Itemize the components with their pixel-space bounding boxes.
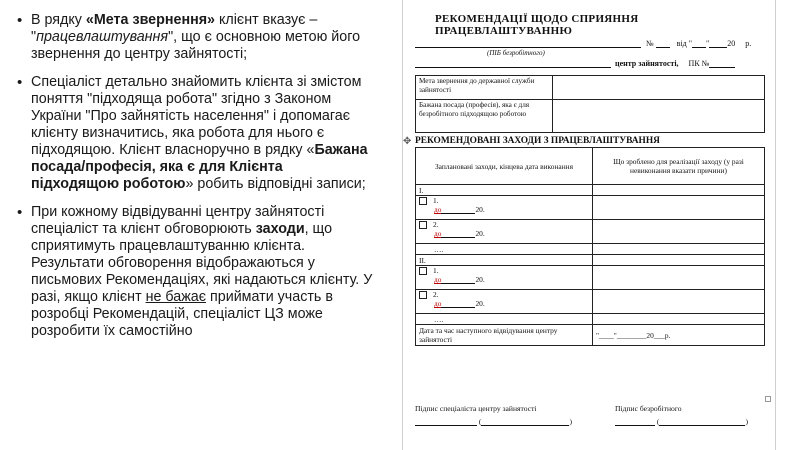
table-cell <box>593 244 765 255</box>
paren: ( <box>656 417 660 426</box>
day-field[interactable] <box>692 38 706 48</box>
year-label: 20 <box>475 229 483 239</box>
table-row <box>416 100 765 133</box>
bullet-list <box>14 12 374 351</box>
deadline-field[interactable] <box>441 300 475 308</box>
table-row <box>416 76 765 100</box>
centre-label: центр зайнятості, <box>615 59 679 68</box>
ellipsis-cell <box>416 314 593 325</box>
table-row <box>416 148 765 185</box>
bullet-item-purpose <box>14 12 374 63</box>
desired-job-value[interactable] <box>553 100 765 133</box>
pk-label: ПК № <box>688 59 710 68</box>
purpose-label: Мета звернення до державної служби зайнятості <box>416 76 553 100</box>
year-label: 20 <box>475 205 483 215</box>
item-number: 1. <box>433 266 439 275</box>
year-suffix: р. <box>745 39 752 48</box>
purpose-value[interactable] <box>553 76 765 100</box>
item-number: 1. <box>433 196 439 205</box>
form-title: РЕКОМЕНДАЦІЇ ЩОДО СПРИЯННЯ ПРАЦЕВЛАШТУВАННЮ <box>435 13 639 37</box>
table-row <box>416 255 765 266</box>
column-header-planned: Заплановані заходи, кінцева дата виконання <box>416 148 593 185</box>
item-number: 2. <box>433 220 439 229</box>
table-row <box>416 266 765 290</box>
checkbox[interactable] <box>419 267 427 275</box>
table-row <box>416 314 765 325</box>
number-label: № <box>646 39 654 48</box>
paren: ( <box>478 417 482 426</box>
measure-cell: 1. до 20. <box>416 266 593 290</box>
text: В рядку <box>31 12 86 28</box>
result-cell[interactable] <box>593 266 765 290</box>
checkbox[interactable] <box>419 291 427 299</box>
date-label: від " <box>676 39 692 48</box>
paren: ) <box>569 417 572 426</box>
checkbox[interactable] <box>419 197 427 205</box>
unemployed-signature-line <box>615 416 748 426</box>
ellipsis-cell <box>416 244 593 255</box>
measure-cell: 1. до 20. <box>416 196 593 220</box>
specialist-signature-field[interactable] <box>415 416 477 426</box>
bullet-item-measures <box>14 204 374 340</box>
item-number: 2. <box>433 290 439 299</box>
pk-field[interactable] <box>709 58 735 68</box>
text: ", що є основною метою його звернення до центру зайнятості; <box>31 29 361 62</box>
year-label: 20 <box>475 299 483 309</box>
text: При кожному відвідуванні центру зайнятості спеціаліст та клієнт обговорюють <box>31 204 325 237</box>
text: Спеціаліст детально знайомить клієнта зі змістом поняття "підходяща робота" згідно з Законом України "Про зайнятість населення" і допомагає клієнту визначитись, яка робота для нього є підходящою. Клієнт власноручно в рядку « <box>31 74 362 158</box>
ellipsis: …. <box>434 244 444 254</box>
number-field[interactable] <box>656 38 670 48</box>
text-bold: «Мета звернення» <box>85 12 216 28</box>
month-field[interactable] <box>709 38 727 48</box>
text-underlined: не бажає <box>145 289 207 305</box>
table-cell <box>593 185 765 196</box>
measure-cell: 2. до 20. <box>416 220 593 244</box>
table-cell <box>593 255 765 266</box>
deadline-field[interactable] <box>441 276 475 284</box>
text: » робить відповідні записи; <box>185 176 366 192</box>
table-row <box>416 196 765 220</box>
ellipsis: …. <box>434 314 444 324</box>
desired-job-label: Бажана посада (професія), яка є для безробітного підходящою роботою <box>416 100 553 133</box>
deadline-label: до <box>434 229 442 239</box>
deadline-label: до <box>434 299 442 309</box>
text: , що сприятимуть працевлаштуванню клієнта. Результати обговорення відображаються у письмових Рекомендаціях, які надаються клієнту. У разі, якщо клієнт <box>31 221 373 305</box>
section-title: РЕКОМЕНДОВАНІ ЗАХОДИ З ПРАЦЕВЛАШТУВАННЯ <box>415 136 660 146</box>
recommendation-form <box>402 0 776 450</box>
centre-field[interactable] <box>415 58 611 68</box>
measures-table <box>415 147 765 346</box>
unemployed-signature-field[interactable] <box>615 416 655 426</box>
table-row <box>416 325 765 346</box>
table-cell <box>593 314 765 325</box>
table-row <box>416 244 765 255</box>
checkbox[interactable] <box>419 221 427 229</box>
unemployed-signature-label: Підпис безробітного <box>615 404 682 413</box>
pib-caption: (ПІБ безробітного) <box>487 49 545 57</box>
result-cell[interactable] <box>593 196 765 220</box>
specialist-name-field[interactable] <box>478 416 569 426</box>
text: клієнт вказує – " <box>31 12 318 45</box>
text-bold: заходи <box>255 221 305 237</box>
text-bold: Бажана посада/професія, яка є для Клієнта підходящою роботою <box>31 142 368 192</box>
table-row <box>416 185 765 196</box>
next-visit-value[interactable]: "____"________20___р. <box>593 325 765 346</box>
column-header-done: Що зроблено для реалізації заходу (у разі невиконання вказати причини) <box>593 148 765 185</box>
year-label: 20 <box>475 275 483 285</box>
table-row <box>416 220 765 244</box>
paren: ) <box>745 417 748 426</box>
specialist-signature-label: Підпис спеціаліста центру зайнятості <box>415 404 537 413</box>
pib-line <box>415 38 751 48</box>
specialist-signature-line <box>415 416 572 426</box>
result-cell[interactable] <box>593 220 765 244</box>
move-handle-icon[interactable]: ✥ <box>403 136 412 147</box>
resize-handle-icon[interactable] <box>765 396 771 402</box>
deadline-field[interactable] <box>441 230 475 238</box>
section-number: II. <box>416 255 593 266</box>
result-cell[interactable] <box>593 290 765 314</box>
bullet-item-suitable-job <box>14 74 374 193</box>
text-italic: працевлаштування <box>36 29 169 45</box>
pib-field[interactable] <box>415 38 641 48</box>
centre-line <box>415 58 735 68</box>
deadline-field[interactable] <box>441 206 475 214</box>
table-row <box>416 290 765 314</box>
unemployed-name-field[interactable] <box>656 416 745 426</box>
text: приймати участь в розробці Рекомендацій, спеціаліст ЦЗ може розробити їх самостійно <box>31 289 333 339</box>
info-table <box>415 75 765 133</box>
deadline-label: до <box>434 275 442 285</box>
section-number: I. <box>416 185 593 196</box>
deadline-label: до <box>434 205 442 215</box>
year-label: 20 <box>727 39 736 48</box>
measure-cell: 2. до 20. <box>416 290 593 314</box>
quote: " <box>705 39 710 48</box>
next-visit-label: Дата та час наступного відвідування центру зайнятості <box>416 325 593 346</box>
